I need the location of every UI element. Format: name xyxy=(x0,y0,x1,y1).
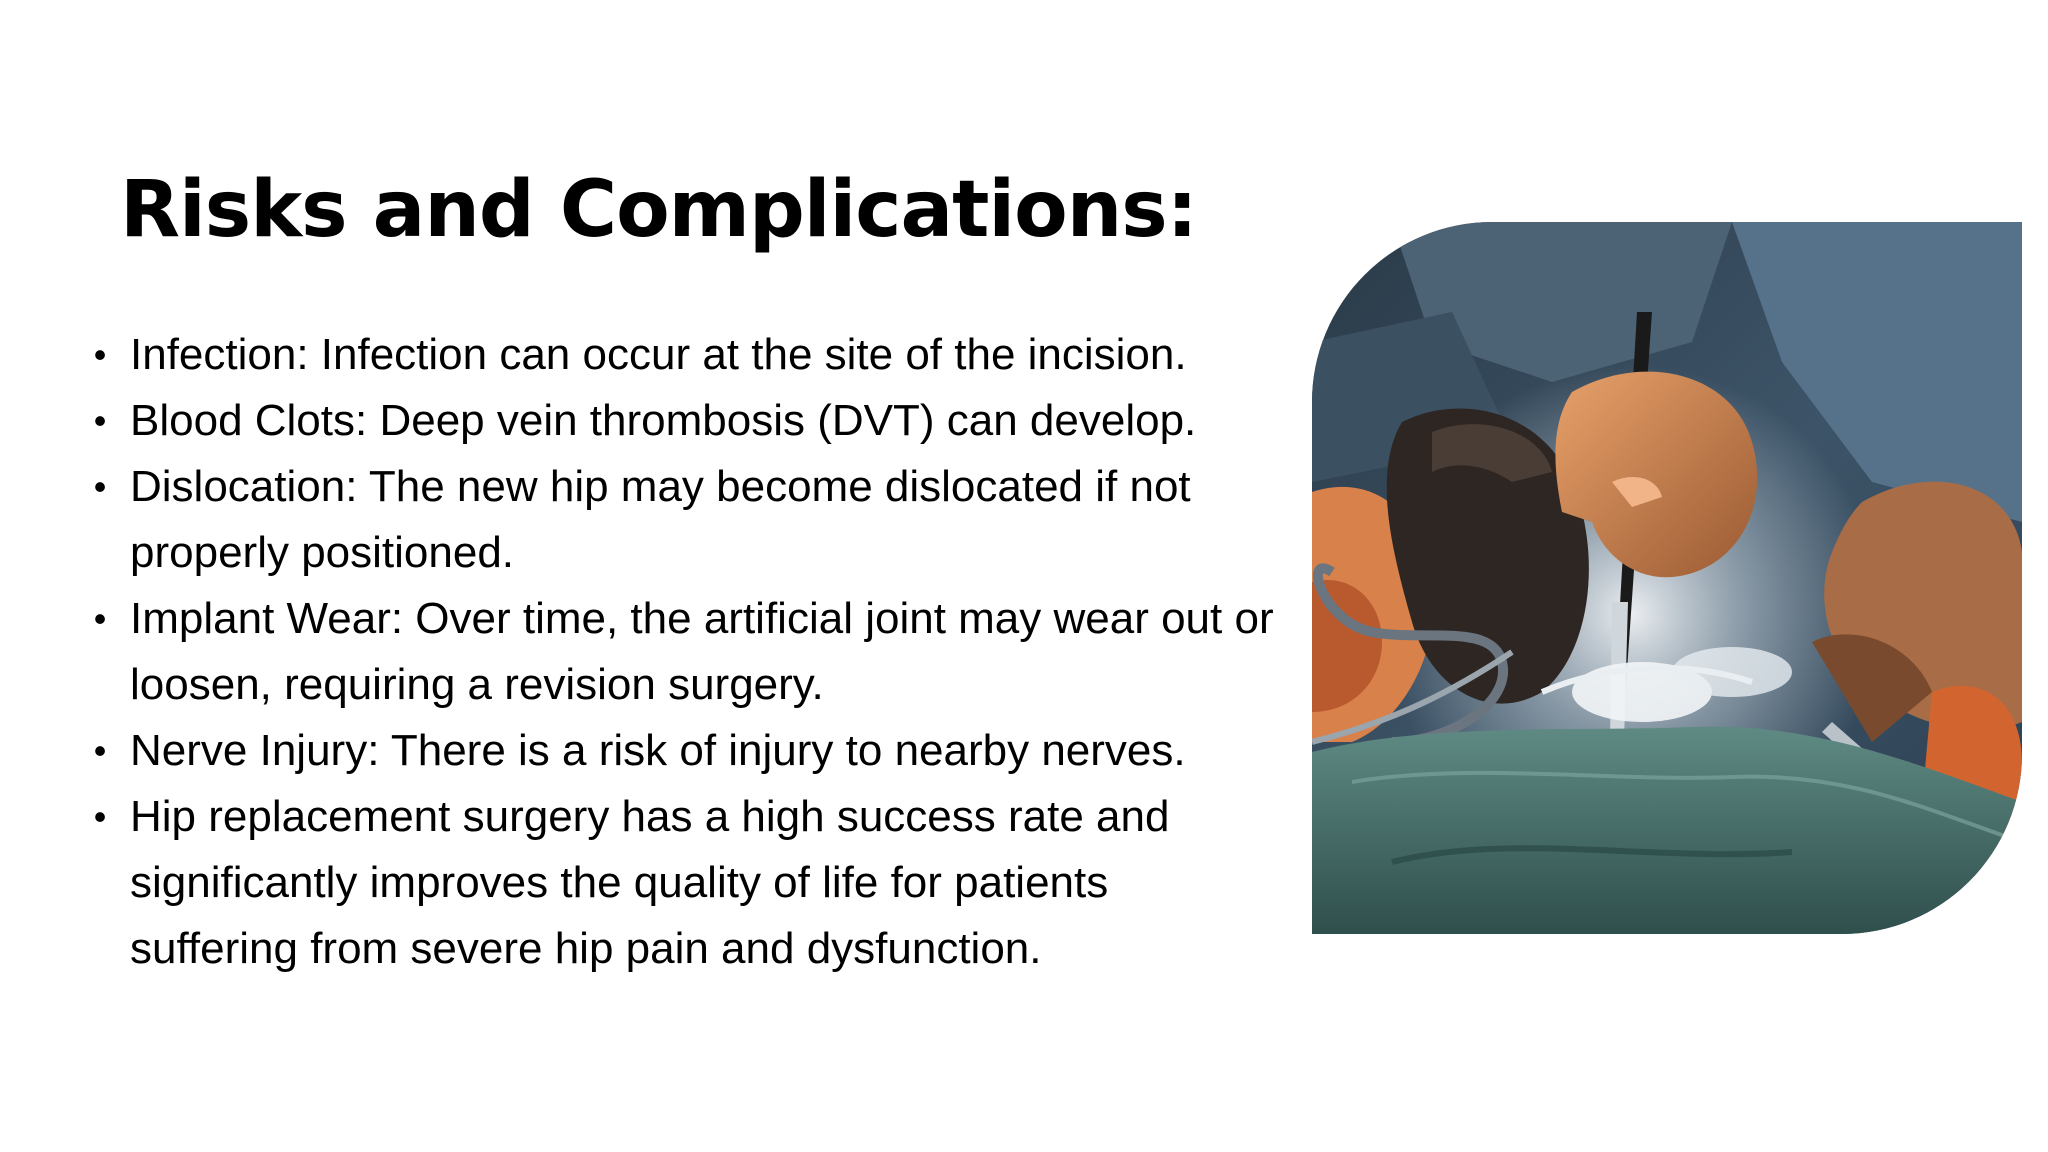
bullet-item xyxy=(88,388,1288,454)
bullet-icon: • xyxy=(93,334,107,375)
bullet-text: Dislocation: The new hip may become dislocated if not properly positioned. xyxy=(130,462,1191,577)
bullet-text: Hip replacement surgery has a high success rate and significantly improves the quality of life for patients suffering from severe hip pain and dysfunction. xyxy=(130,792,1170,973)
bullet-text: Implant Wear: Over time, the artificial joint may wear out or loosen, requiring a revision surgery. xyxy=(130,594,1274,709)
bullet-item xyxy=(88,718,1288,784)
bullet-icon: • xyxy=(93,400,107,441)
bullet-icon: • xyxy=(93,598,107,639)
surgery-photo xyxy=(1312,222,2022,934)
bullet-item xyxy=(88,586,1288,718)
bullet-icon: • xyxy=(93,466,107,507)
bullet-list xyxy=(88,322,1288,982)
bullet-item xyxy=(88,454,1288,586)
bullet-item xyxy=(88,322,1288,388)
surgery-photo-icon xyxy=(1312,222,2022,934)
bullet-text: Blood Clots: Deep vein thrombosis (DVT) can develop. xyxy=(130,396,1197,445)
bullet-text: Infection: Infection can occur at the site of the incision. xyxy=(130,330,1187,379)
bullet-item xyxy=(88,784,1288,982)
bullet-text: Nerve Injury: There is a risk of injury to nearby nerves. xyxy=(130,726,1186,775)
bullet-icon: • xyxy=(93,730,107,771)
slide-title: Risks and Complications: xyxy=(120,165,1197,255)
bullet-icon: • xyxy=(93,796,107,837)
